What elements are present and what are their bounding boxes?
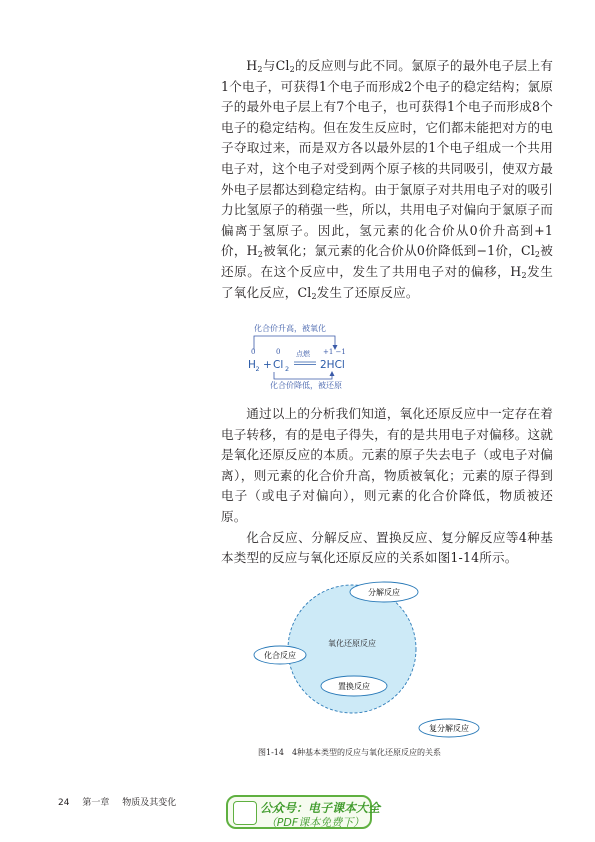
page-number: 24 (58, 798, 70, 808)
svg-text:+: + (263, 359, 272, 371)
displacement-label: 置换反应 (338, 682, 370, 691)
ox-state-h: 0 (251, 348, 256, 356)
chapter-title: 物质及其变化 (122, 798, 177, 808)
ox-state-cl: 0 (276, 348, 281, 356)
reaction-condition: 点燃 (296, 350, 310, 358)
decomposition-label: 分解反应 (368, 588, 400, 597)
reduction-bracket (274, 372, 332, 379)
svg-text:2: 2 (255, 365, 260, 373)
book-icon (233, 801, 257, 825)
paragraph-3: 化合反应、分解反应、置换反应、复分解反应等4种基本类型的反应与氧化还原反应的关系如图1-14所示。 (221, 529, 553, 566)
paragraph-1: $H_2$与$Cl_2$的反应则与此不同。氯原子的最外电子层上有1个电子，可获得1个电子而形成2个电子的稳定结构；氯原子的最外电子层上有7个电子，也可获得1个电子而形成8个电子的稳定结构。但在发生反应时，它们都未能把对方的电子夺取过来，而是双方各以最外层的1个电子组成一个共用电子对，这个电子对受到两个原子核的共同吸引，使双方最外电子层都达到稳定结构。由于氯原子对共用电子对的吸引力比氢原子的稍强一些，所以，共用电子对偏向于氯原子而偏离于氢原子。因此，氢元素的化合价从0价升高到+1价，$H_2$被氧化；氯元素的化合价从0价降低到−1价，$Cl_2$被还原。在这个反应中，发生了共用电子对的偏移，$H_2$发生了氧化反应，$Cl_2$发生了还原反应。 (221, 58, 554, 301)
reduction-arrowhead (330, 371, 335, 376)
combination-label: 化合反应 (264, 651, 296, 660)
redox-label: 氧化还原反应 (328, 639, 376, 648)
ox-state-product: +1 −1 (323, 348, 346, 356)
svg-text:H: H (248, 359, 256, 371)
paragraph-2: 通过以上的分析我们知道，氧化还原反应中一定存在着电子转移，有的是电子得失，有的是共用电子对偏移。这就是氧化还原反应的本质。元素的原子失去电子（或电子对偏离），则元素的化合价升高，物质被氧化；元素的原子得到电子（或电子对偏向），则元素的化合价降低，物质被还原。 (221, 406, 553, 524)
page-footer (58, 795, 176, 808)
watermark-line-1: 公众号：电子课本大全 (260, 801, 381, 815)
equation-bottom-label: 化合价降低，被还原 (270, 381, 342, 390)
svg-text:2HCl: 2HCl (320, 359, 345, 371)
svg-text:2: 2 (285, 365, 290, 373)
watermark-banner (226, 795, 381, 829)
chapter-number: 第一章 (82, 798, 110, 808)
paragraph-2-3 (221, 404, 553, 569)
equation-top-label: 化合价升高，被氧化 (254, 324, 326, 333)
figure-caption: 图1-14 4种基本类型的反应与氧化还原反应的关系 (258, 748, 442, 757)
watermark-line-2: （PDF课本免费下） (265, 816, 365, 829)
equation-formula (248, 359, 345, 373)
redox-equation (240, 316, 360, 392)
svg-text:Cl: Cl (273, 359, 284, 371)
reaction-type-diagram (246, 580, 490, 740)
double-decomposition-label: 复分解反应 (429, 724, 469, 733)
